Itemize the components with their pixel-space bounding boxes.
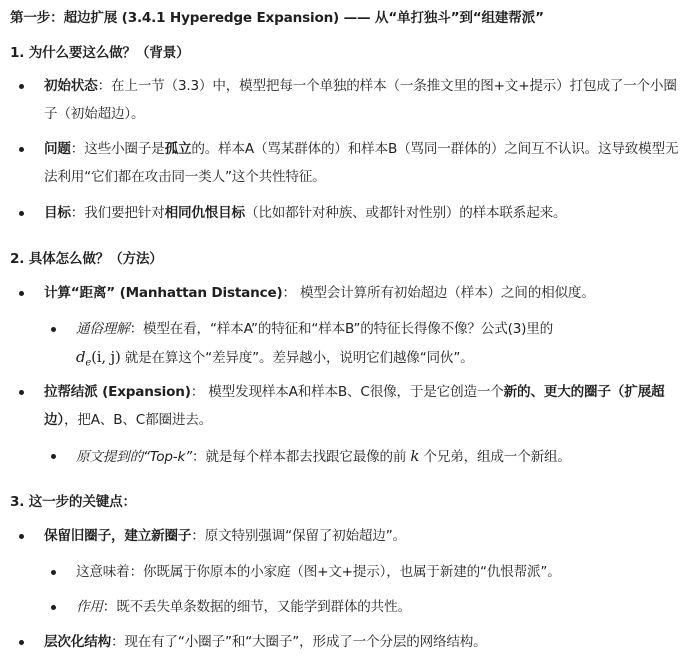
item-text: （比如都针对种族、或都针对性别）的样本联系起来。: [244, 205, 567, 221]
list-subitem-plain-explanation: [76, 315, 682, 378]
item-text: ： 模型发现样本A和样本B、C很像，于是它创造一个: [190, 384, 504, 400]
bullet-dot: [19, 534, 24, 539]
item-label: 通俗理解: [76, 321, 130, 337]
item-label: 计算“距离” (Manhattan Distance): [44, 285, 283, 301]
item-label: 作用: [76, 599, 103, 615]
list-item-expansion: [44, 378, 684, 434]
bullet-dot: [19, 291, 24, 296]
section-heading-background: 1. 为什么要这么做？（背景）: [10, 45, 190, 61]
item-text: ：现在有了“小圈子”和“大圈子”，形成了一个分层的网络结构。: [110, 634, 487, 650]
item-text: ： 模型会计算所有初始超边（样本）之间的相似度。: [282, 285, 595, 301]
item-label: 目标: [44, 205, 71, 221]
item-text: 个兄弟，组成一个新组。: [419, 449, 571, 465]
bullet-dot: [19, 640, 24, 645]
item-text: ，把A、B、C都圈进去。: [64, 412, 213, 428]
item-text: ：在上一节（3.3）中，模型把每一个单独的样本（一条推文里的图+文+提示）打包成了一个小圈子（初始超边）。: [44, 78, 677, 122]
bullet-dot: [51, 605, 56, 610]
item-label: 拉帮结派 (Expansion): [44, 384, 191, 400]
list-subitem-purpose: [76, 593, 682, 621]
item-text: 这意味着：你既属于你原本的小家庭（图+文+提示），也属于新建的“仇恨帮派”。: [76, 564, 561, 580]
bullet-dot: [51, 570, 56, 575]
formula-d: d: [76, 348, 86, 366]
item-label: 初始状态: [44, 78, 98, 94]
bullet-dot: [51, 454, 56, 459]
section-heading-method: 2. 具体怎么做？（方法）: [10, 251, 163, 267]
item-text: ：原文特别强调“保留了初始超边”。: [191, 528, 406, 544]
bullet-dot: [19, 84, 24, 89]
item-label: 问题: [44, 141, 71, 157]
item-label: 原文提到的“Top-k”: [76, 449, 192, 465]
list-item-initial-state: [44, 72, 684, 128]
list-subitem-meaning: [76, 558, 682, 586]
item-text: 就是在算这个“差异度”。差异越小，说明它们越像“同伙”。: [120, 350, 474, 366]
list-item-hierarchy: [44, 628, 684, 656]
formula-args: (i, j): [91, 348, 121, 366]
item-text: 的。样本A（骂某群体的）和样本B（骂同一群体的）之间互不认识。这导致模型无法利用“它们都在攻击同一类人”这个共性特征。: [44, 141, 679, 185]
bullet-dot: [19, 390, 24, 395]
page-title: 第一步：超边扩展 (3.4.1 Hyperedge Expansion) —— 从“单打独斗”到“组建帮派”: [10, 10, 544, 26]
item-text: ：这些小圈子是: [70, 141, 165, 157]
item-emphasis: 相同仇恨目标: [164, 205, 245, 221]
list-item-distance: [44, 279, 684, 307]
item-text: ：模型在看，“样本A”的特征和“样本B”的特征长得像不像？公式(3)里的: [129, 321, 554, 337]
formula-subscript: e: [85, 357, 92, 369]
item-emphasis: 孤立: [164, 141, 192, 157]
item-label: 保留旧圈子，建立新圈子: [44, 528, 192, 544]
bullet-dot: [19, 211, 24, 216]
item-text: ：我们要把针对: [70, 205, 165, 221]
item-label: 层次化结构: [44, 634, 111, 650]
bullet-dot: [51, 327, 56, 332]
list-item-problem: [44, 135, 684, 191]
section-heading-key-points: 3. 这一步的关键点：: [10, 494, 136, 510]
item-text: ：既不丢失单条数据的细节，又能学到群体的共性。: [102, 599, 411, 615]
list-item-keep-old: [44, 522, 684, 550]
item-emphasis: 新的、更大的圈子（扩展超边）: [44, 384, 665, 428]
formula-k: k: [410, 447, 420, 465]
bullet-dot: [19, 147, 24, 152]
list-item-goal: [44, 199, 684, 227]
item-text: ：就是每个样本都去找跟它最像的前: [192, 449, 411, 465]
list-subitem-topk: [76, 442, 682, 471]
